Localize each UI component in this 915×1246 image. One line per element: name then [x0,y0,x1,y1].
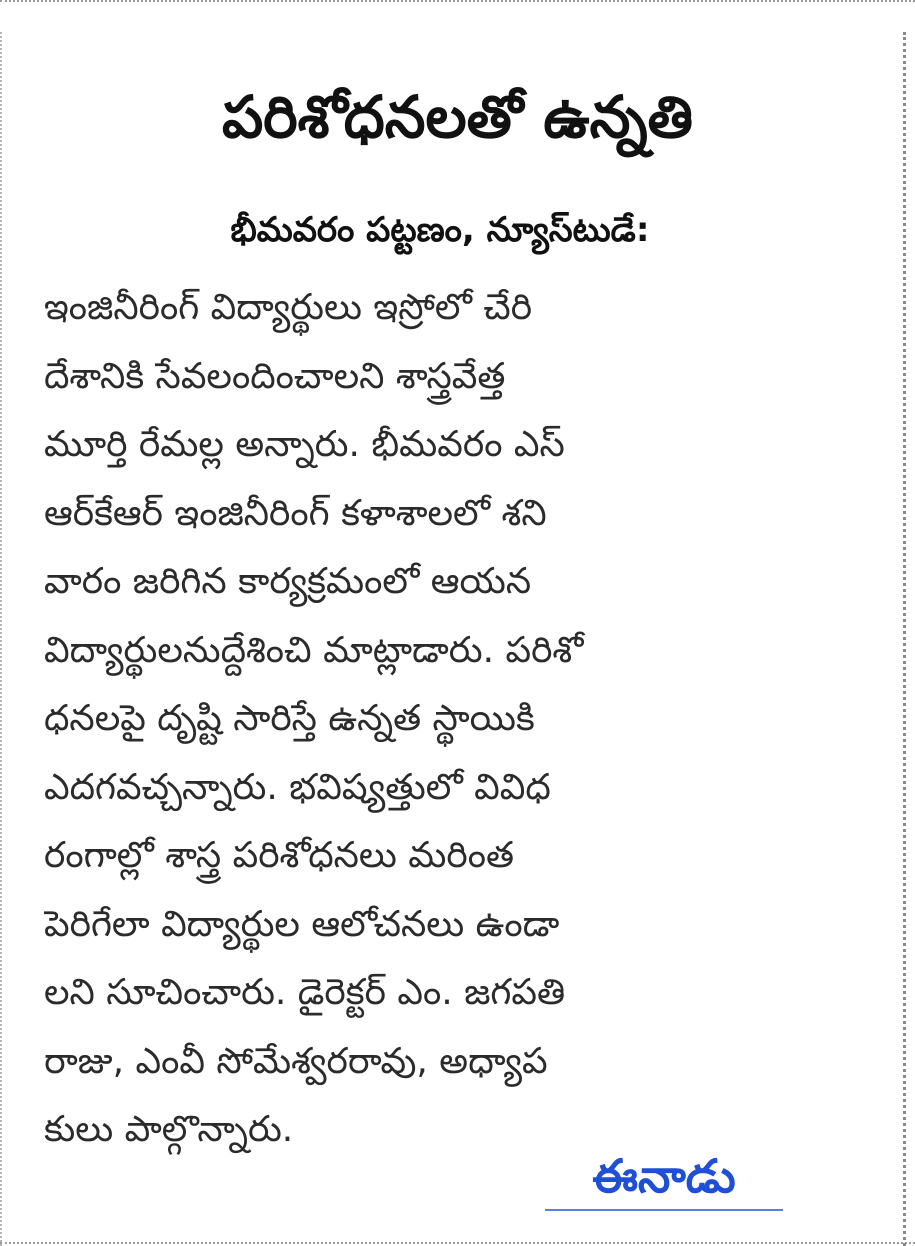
body-line: ఆర్‌కేఆర్ ఇంజినీరింగ్ కళాశాలలో శని [44,492,547,534]
body-line: రాజు, ఎంవీ సోమేశ్వరరావు, అధ్యాప [44,1040,548,1082]
article-body [44,274,844,1165]
right-dotted-border [903,32,906,1246]
body-line: విద్యార్థులనుద్దేశించి మాట్లాడారు. పరిశో [44,629,584,671]
body-line: దేశానికి సేవలందించాలని శాస్త్రవేత్త [44,355,506,397]
body-line: మూర్తి రేమల్ల అన్నారు. భీమవరం ఎస్ [44,424,565,465]
eenadu-logo: ఈనాడు [545,1143,783,1211]
left-dotted-border [0,32,2,1246]
body-line: ధనలపై దృష్టి సారిస్తే ఉన్నత స్థాయికి [44,698,535,739]
body-line: వారం జరిగిన కార్యక్రమంలో ఆయన [44,561,532,602]
headline: పరిశోధనలతో ఉన్నతి [222,83,693,151]
body-line: ఎదగవచ్చన్నారు. భవిష్యత్తులో వివిధ [44,766,551,808]
body-line: ఇంజినీరింగ్ విద్యార్థులు ఇస్రోలో చేరి [44,287,533,328]
body-line: రంగాల్లో శాస్త్ర పరిశోధనలు మరింత [44,835,515,876]
body-line: పెరిగేలా విద్యార్థుల ఆలోచనలు ఉండా [44,903,560,945]
body-line: లని సూచించారు. డైరెక్టర్ ఎం. జగపతి [44,972,566,1013]
body-line: కులు పాల్గొన్నారు. [44,1109,294,1150]
dateline: భీమవరం పట్టణం, న్యూస్‌టుడే: [230,210,650,250]
